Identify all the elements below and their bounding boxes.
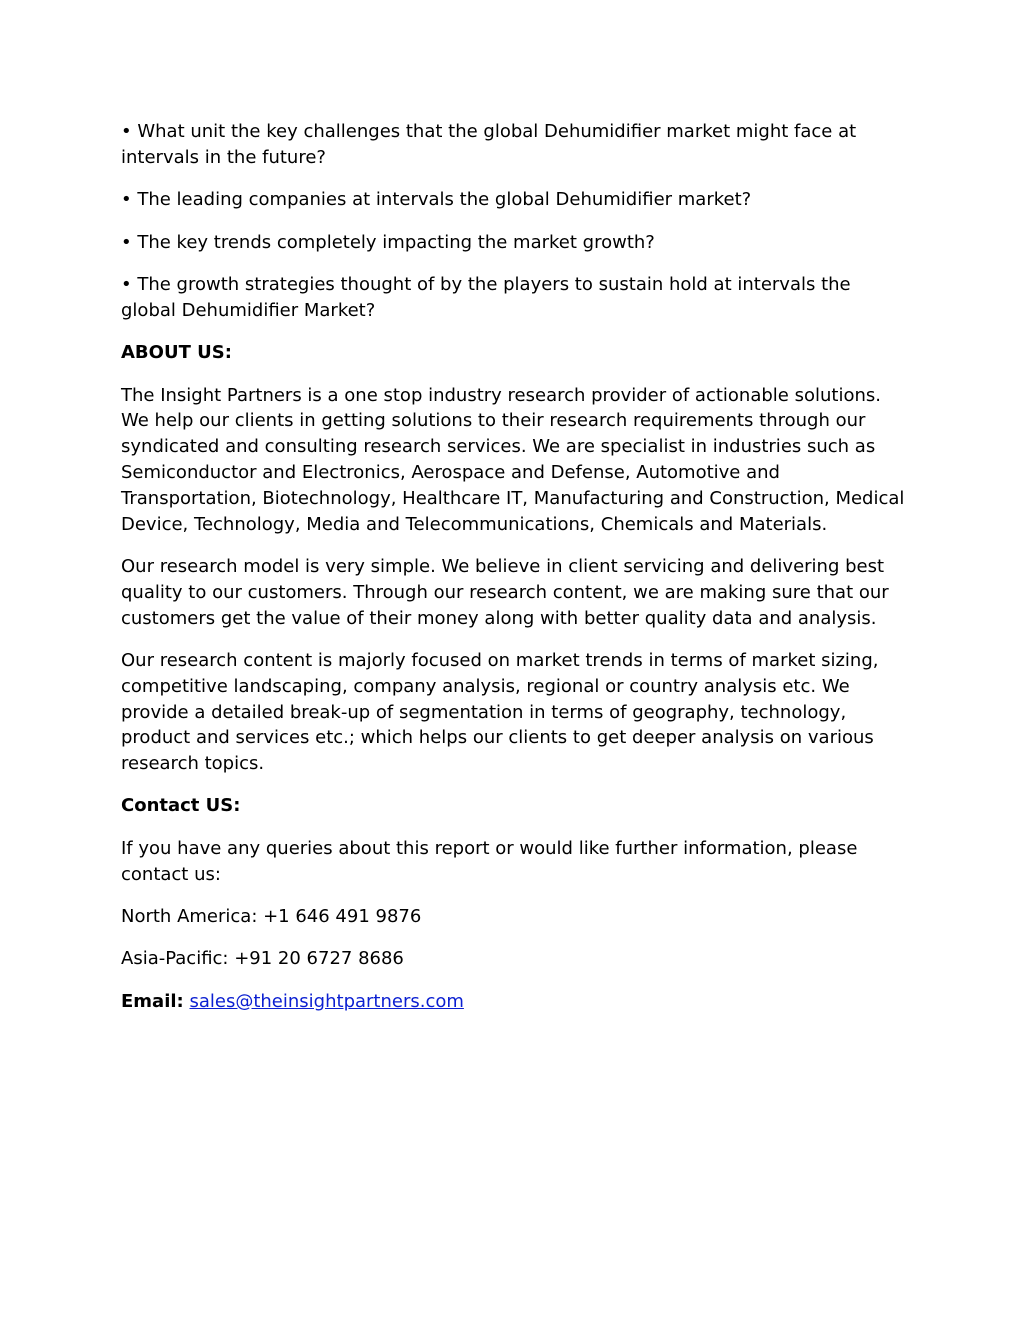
email-link[interactable]: sales@theinsightpartners.com — [189, 990, 464, 1012]
document-body — [121, 119, 911, 1031]
email-line — [121, 989, 911, 1015]
contact-intro: If you have any queries about this report or would like further information, please contact us: — [121, 837, 858, 885]
about-paragraph-company: The Insight Partners is a one stop industry research provider of actionable solutions. We help our clients in getting solutions to their research requirements through our syndicated and consulting research services. We are specialist in industries such as Semiconductor and Electronics, Aerospace and Defense, Automotive and Transportation, Biotechnology, Healthcare IT, Manufacturing and Construction, Medical Device, Technology, Media and Telecommunications, Chemicals and Materials. — [121, 384, 905, 535]
about-paragraph-research-content: Our research content is majorly focused on market trends in terms of market sizing, competitive landscaping, company analysis, regional or country analysis etc. We provide a detailed break-up of segmentation in terms of geography, technology, product and services etc.; which helps our clients to get deeper analysis on various research topics. — [121, 649, 879, 775]
north-america-phone: North America: +1 646 491 9876 — [121, 906, 422, 928]
email-label: Email: — [121, 990, 184, 1012]
about-us-heading: ABOUT US: — [121, 342, 232, 364]
bullet-leading-companies: • The leading companies at intervals the global Dehumidifier market? — [121, 189, 752, 211]
contact-us-heading: Contact US: — [121, 795, 241, 817]
bullet-key-trends: • The key trends completely impacting the market growth? — [121, 231, 655, 253]
asia-pacific-phone: Asia-Pacific: +91 20 6727 8686 — [121, 948, 404, 970]
bullet-growth-strategies: • The growth strategies thought of by the players to sustain hold at intervals the global Dehumidifier Market? — [121, 273, 851, 321]
about-paragraph-research-model: Our research model is very simple. We believe in client servicing and delivering best quality to our customers. Through our research content, we are making sure that our customers get the value of their money along with better quality data and analysis. — [121, 555, 889, 629]
bullet-key-challenges: • What unit the key challenges that the global Dehumidifier market might face at intervals in the future? — [121, 121, 857, 168]
